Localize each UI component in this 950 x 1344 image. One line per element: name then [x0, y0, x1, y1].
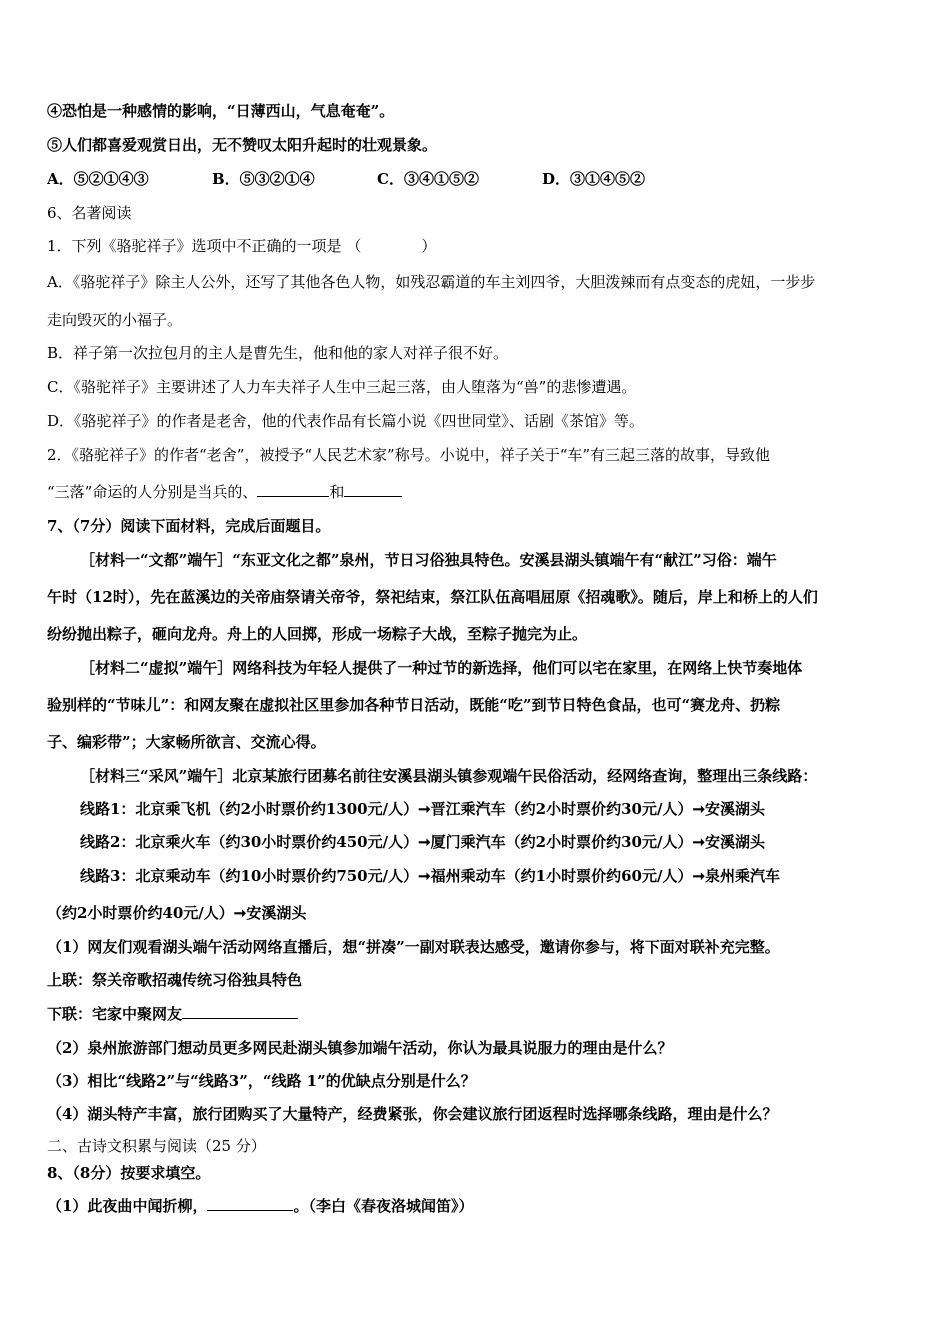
- route-3-line2: （约2小时票价约40元/人）➞安溪湖头: [47, 904, 307, 922]
- q8-1: [47, 1196, 907, 1216]
- material1-line1: ［材料一“文都”端午］“东亚文化之都”泉州，节日习俗独具特色。安溪县湖头镇端午有“献江”习俗：端午: [80, 551, 777, 569]
- q7-sub-3: （3）相比“线路2”与“线路3”，“线路 1”的优缺点分别是什么？: [47, 1072, 476, 1090]
- q6-option-a-line1: A．《骆驼祥子》除主人公外，还写了其他各色人物，如残忍霸道的车主刘四爷，大胆泼辣而有点变态的虎妞，一步步: [47, 273, 816, 291]
- material2-line3: 子、编彩带”；大家畅所欲言、交流心得。: [47, 733, 326, 751]
- q7-sub-2: （2）泉州旅游部门想动员更多网民赴湖头镇参加端午活动，你认为最具说服力的理由是什么？: [47, 1039, 673, 1057]
- couplet-lower: [47, 1004, 907, 1024]
- sentence-5: ⑤人们都喜爱观赏日出，无不赞叹太阳升起时的壮观景象。: [47, 136, 438, 154]
- material1-line3: 纷纷抛出粽子，砸向龙舟。舟上的人回掷，形成一场粽子大战，至粽子抛完为止。: [47, 625, 588, 643]
- q7-sub-4: （4）湖头特产丰富，旅行团购买了大量特产，经费紧张，你会建议旅行团返程时选择哪条线路，理由是什么？: [47, 1105, 778, 1123]
- q7-title: 7、（7分）阅读下面材料，完成后面题目。: [47, 517, 331, 535]
- q5-options: [47, 169, 907, 189]
- option-d: D．③①④⑤②: [542, 170, 646, 188]
- q8-1-text-a: （1）此夜曲中闻折柳，: [47, 1197, 208, 1215]
- sentence-4: ④恐怕是一种感情的影响，“日薄西山，气息奄奄”。: [47, 102, 395, 120]
- q6-1-stem: 1．下列《骆驼祥子》选项中不正确的一项是 （ ）: [47, 237, 437, 255]
- option-c: C．③④①⑤②: [377, 170, 479, 188]
- material1-line2: 午时（12时），先在蓝溪边的关帝庙祭请关帝爷，祭祀结束，祭江队伍高唱屈原《招魂歌》。随后，岸上和桥上的人们: [47, 588, 818, 606]
- material2-line1: ［材料二“虚拟”端午］网络科技为年轻人提供了一种过节的新选择，他们可以宅在家里，在网络上快节奏地体: [80, 659, 803, 677]
- material2-line2: 验别样的“节味儿”：和网友聚在虚拟社区里参加各种节日活动，既能“吃”到节日特色食品，也可“赛龙舟、扔粽: [47, 696, 781, 714]
- q6-option-b: B．祥子第一次拉包月的主人是曹先生，他和他的家人对祥子很不好。: [47, 344, 509, 362]
- q6-2-line1: 2．《骆驼祥子》的作者“老舍”，被授予“人民艺术家”称号。小说中，祥子关于“车”有三起三落的故事，导致他: [47, 446, 771, 464]
- q6-2-text-b: 和: [329, 483, 345, 501]
- route-2: 线路2：北京乘火车（约30小时票价约450元/人）➞厦门乘汽车（约2小时票价约30元/人）➞安溪湖头: [80, 833, 766, 851]
- couplet-upper: 上联：祭关帝歌招魂传统习俗独具特色: [47, 971, 303, 989]
- section2-title: 二、古诗文积累与阅读（25 分）: [47, 1137, 266, 1155]
- material3-line1: ［材料三“采风”端午］北京某旅行团募名前往安溪县湖头镇参观端午民俗活动，经网络查询，整理出三条线路：: [80, 767, 818, 785]
- q8-title: 8、（8分）按要求填空。: [47, 1164, 211, 1182]
- poem-answer-blank[interactable]: [207, 1196, 293, 1211]
- q6-option-a-line2: 走向毁灭的小福子。: [47, 311, 183, 329]
- route-3-line1: 线路3：北京乘动车（约10小时票价约750元/人）➞福州乘动车（约1小时票价约60元/人）➞泉州乘汽车: [80, 867, 781, 885]
- q6-2-line2: [47, 482, 907, 502]
- q6-title: 6、名著阅读: [47, 204, 132, 222]
- option-b: B．⑤③②①④: [212, 170, 315, 188]
- q6-2-text-a: “三落”命运的人分别是当兵的、: [47, 483, 258, 501]
- answer-blank-1[interactable]: [257, 482, 329, 497]
- q8-1-text-b: 。（李白《春夜洛城闻笛》）: [293, 1197, 474, 1215]
- q7-sub-1: （1）网友们观看湖头端午活动网络直播后，想“拼凑”一副对联表达感受，邀请你参与，将下面对联补充完整。: [47, 938, 780, 956]
- q6-option-d: D．《骆驼祥子》的作者是老舍，他的代表作品有长篇小说《四世同堂》、话剧《茶馆》等。: [47, 412, 645, 430]
- couplet-lower-text: 下联：宅家中聚网友: [47, 1005, 183, 1023]
- option-a: A．⑤②①④③: [47, 170, 149, 188]
- route-1: 线路1：北京乘飞机（约2小时票价约1300元/人）➞晋江乘汽车（约2小时票价约30元/人）➞安溪湖头: [80, 800, 766, 818]
- q6-option-c: C．《骆驼祥子》主要讲述了人力车夫祥子人生中三起三落，由人堕落为“兽”的悲惨遭遇。: [47, 378, 637, 396]
- couplet-answer-blank[interactable]: [182, 1004, 298, 1019]
- answer-blank-2[interactable]: [344, 482, 402, 497]
